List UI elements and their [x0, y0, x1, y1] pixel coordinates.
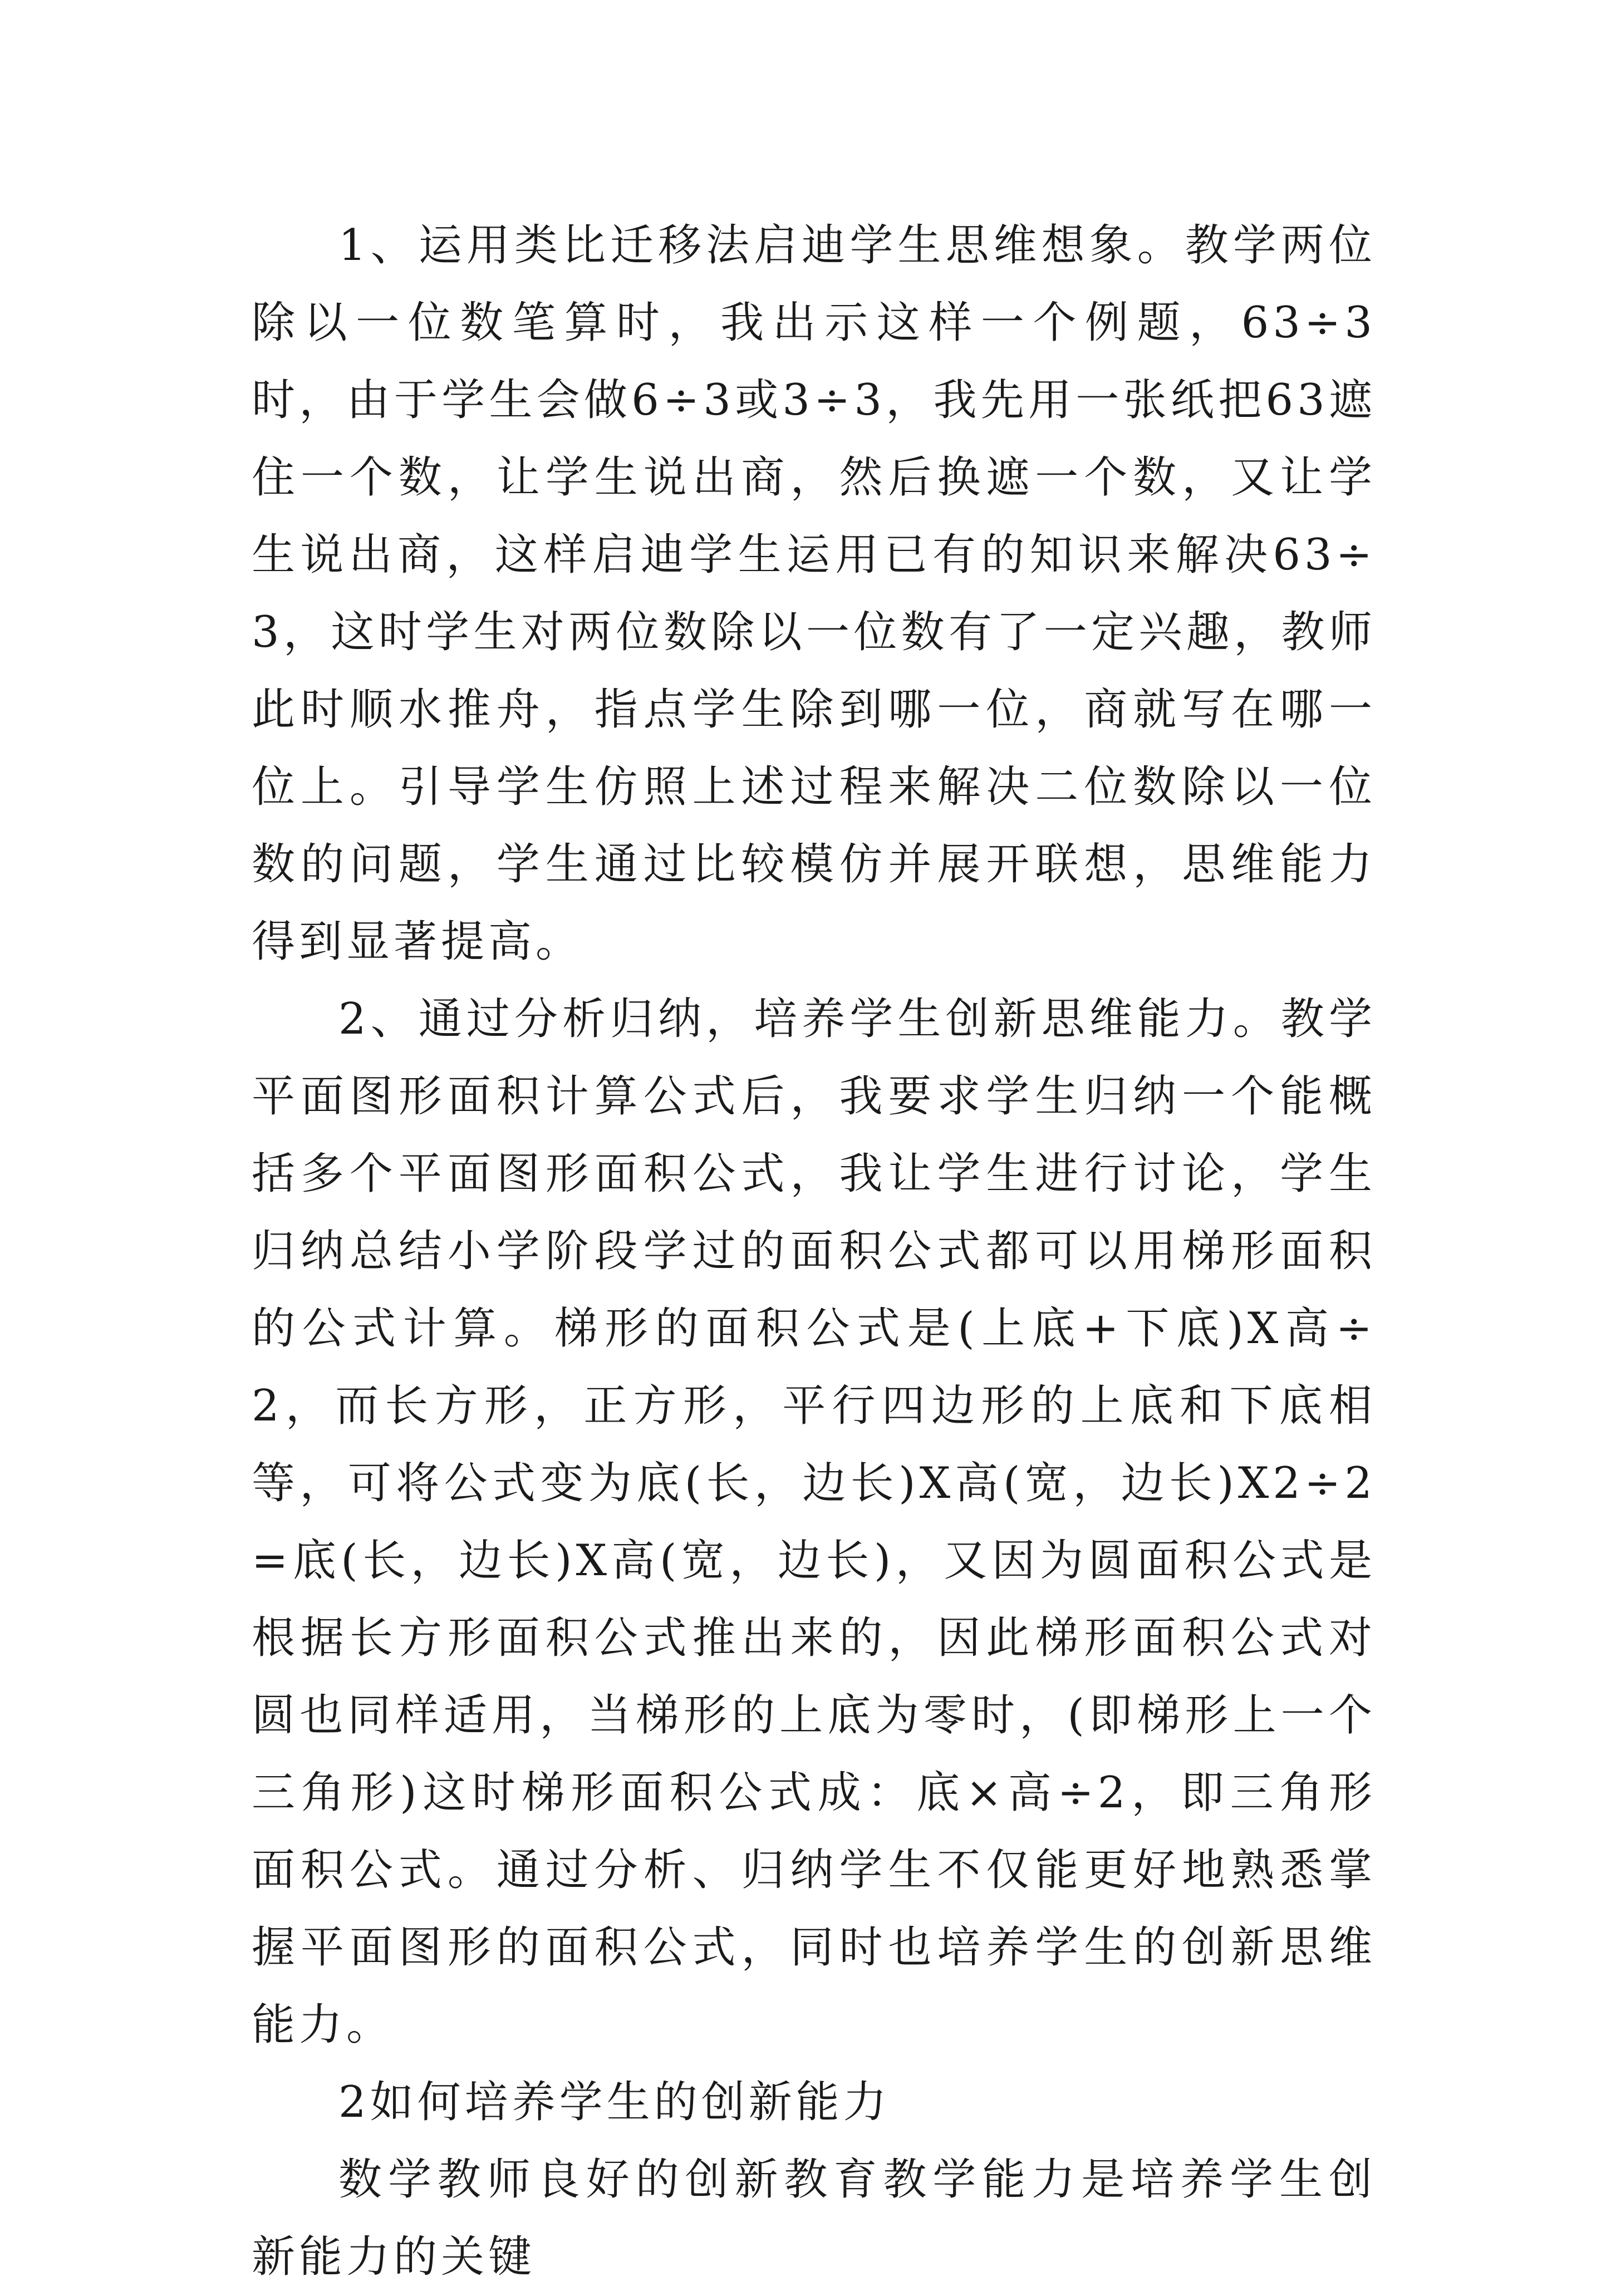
- document-body: [252, 207, 1376, 2296]
- paragraph-analogy-transfer: 1、运用类比迁移法启迪学生思维想象。教学两位除以一位数笔算时，我出示这样一个例题，63÷3时，由于学生会做6÷3或3÷3，我先用一张纸把63遮住一个数，让学生说出商，然后换遮一个数，又让学生说出商，这样启迪学生运用已有的知识来解决63÷3，这时学生对两位数除以一位数有了一定兴趣，教师此时顺水推舟，指点学生除到哪一位，商就写在哪一位上。引导学生仿照上述过程来解决二位数除以一位数的问题，学生通过比较模仿并展开联想，思维能力得到显著提高。: [252, 220, 1376, 967]
- paragraph-teacher-ability: 数学教师良好的创新教育教学能力是培养学生创新能力的关键: [252, 2155, 1376, 2282]
- section-heading: 2如何培养学生的创新能力: [338, 2077, 891, 2127]
- paragraph-analysis-induction: 2、通过分析归纳，培养学生创新思维能力。教学平面图形面积计算公式后，我要求学生归纳一个能概括多个平面图形面积公式，我让学生进行讨论，学生归纳总结小学阶段学过的面积公式都可以用梯形面积的公式计算。梯形的面积公式是(上底+下底)X高÷2，而长方形，正方形，平行四边形的上底和下底相等，可将公式变为底(长，边长)X高(宽，边长)X2÷2=底(长，边长)X高(宽，边长)，又因为圆面积公式是根据长方形面积公式推出来的，因此梯形面积公式对圆也同样适用，当梯形的上底为零时，(即梯形上一个三角形)这时梯形面积公式成：底×高÷2，即三角形面积公式。通过分析、归纳学生不仅能更好地熟悉掌握平面图形的面积公式，同时也培养学生的创新思维能力。: [252, 994, 1376, 2050]
